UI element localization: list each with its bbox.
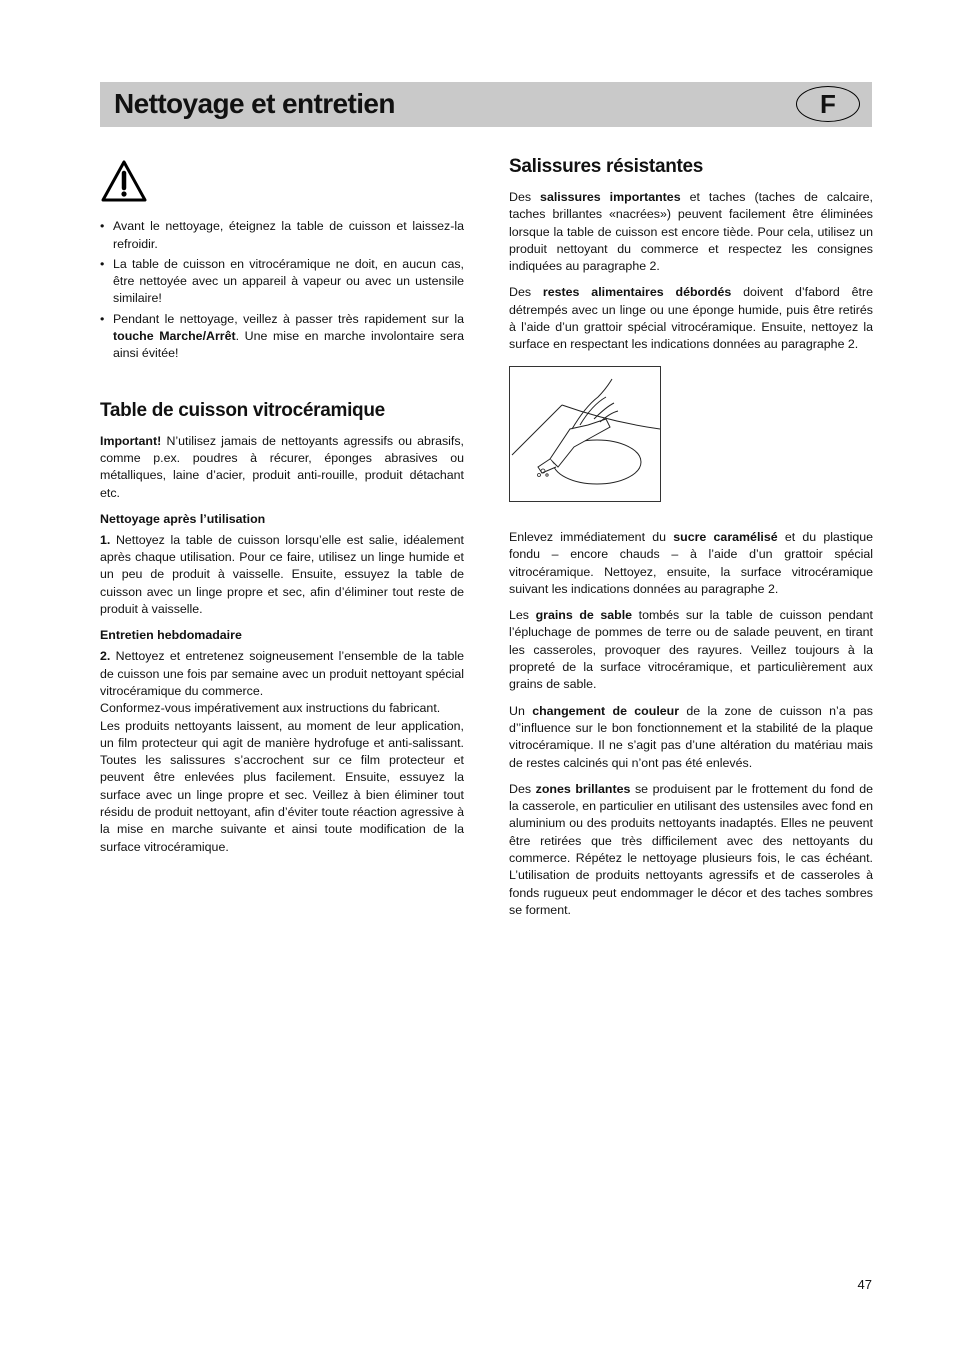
paragraph: Un changement de couleur de la zone de cuisson n’a pas d’’influence sur le bon fonctionnement et la stabilité de la plaque vitrocéramique. Il ne s’agit pas d’une altération du matériau mais de restes calcinés qui n’ont pas été enlevés. bbox=[509, 703, 873, 770]
warning-text: Avant le nettoyage, éteignez la table de cuisson et laissez-la refroidir. bbox=[113, 219, 464, 251]
bold-term: sucre caramélisé bbox=[673, 529, 778, 544]
paragraph: Conformez-vous impérativement aux instructions du fabricant. bbox=[100, 701, 441, 716]
bold-term: changement de couleur bbox=[532, 703, 680, 718]
bold-term: zones brillantes bbox=[535, 781, 631, 796]
subsection-heading: Entretien hebdomadaire bbox=[100, 628, 242, 643]
paragraph: Enlevez immédiatement du sucre caramélisé et du plastique fondu – encore chauds – à l’aide d’un grattoir spécial vitrocéramique. Nettoyez, ensuite, la surface vitrocéramique suivant les indications données au paragraphe 2. bbox=[509, 529, 873, 596]
section-vitroceramic bbox=[100, 399, 464, 856]
page-title: Nettoyage et entretien bbox=[114, 88, 395, 119]
list-item bbox=[100, 311, 464, 363]
section-header bbox=[100, 82, 872, 127]
bold-term: grains de sable bbox=[535, 608, 633, 623]
warning-text: Pendant le nettoyage, veillez à passer très rapidement sur la touche Marche/Arrêt. Une mise en marche involontaire sera ainsi évitée! bbox=[113, 311, 465, 361]
important-label: Important! bbox=[100, 433, 162, 448]
bold-term: salissures importantes bbox=[540, 190, 681, 204]
bold-term: touche Marche/Arrêt bbox=[113, 329, 236, 344]
important-note: Important! N’utilisez jamais de nettoyants agressifs ou abrasifs, comme p.ex. poudres à récurer, éponges abrasives ou métalliques, laine d’acier, produit anti-rouille, produit détachant etc. bbox=[100, 433, 464, 500]
paragraph: Les produits nettoyants laissent, au moment de leur application, un film protecteur qui agit de manière hydrofuge et anti-salissant. Toutes les salissures s’accrochent sur ce film protecteur et peuvent être enlevées plus facilement. Ensuite, essuyez la surface avec un linge propre et sec. Veillez à bien éliminer tout résidu de produit nettoyant, afin d’éviter toute réaction agressive à la mise en marche suivante et ainsi toute modification de la surface vitrocéramique. bbox=[100, 718, 464, 854]
left-column bbox=[100, 150, 464, 860]
page-number: 47 bbox=[857, 1277, 872, 1292]
list-item bbox=[100, 218, 464, 253]
bullet: • bbox=[100, 256, 105, 271]
section-heading: Table de cuisson vitrocéramique bbox=[100, 399, 385, 421]
bullet: • bbox=[100, 311, 105, 326]
section-heading: Salissures résistantes bbox=[509, 156, 704, 177]
paragraph: 2. Nettoyez et entretenez soigneusement l’ensemble de la table de cuisson une fois par semaine avec un produit nettoyant spécial vitrocéramique du commerce. bbox=[100, 649, 464, 698]
warning-text: La table de cuisson en vitrocéramique ne doit, en aucun cas, être nettoyée avec un appareil à vapeur ou avec un ustensile similaire! bbox=[113, 256, 464, 306]
step-number: 2. bbox=[100, 649, 111, 664]
warning-triangle-icon bbox=[100, 159, 148, 203]
step-number: 1. bbox=[100, 532, 111, 547]
bold-term: restes alimentaires débordés bbox=[542, 285, 732, 300]
scraper-illustration bbox=[509, 366, 661, 502]
bullet: • bbox=[100, 219, 105, 234]
subsection-heading: Nettoyage après l’utilisation bbox=[100, 511, 266, 526]
language-badge: F bbox=[796, 86, 860, 122]
paragraph: Des zones brillantes se produisent par le frottement du fond de la casserole, en particulier en utilisant des ustensiles avec fond en aluminium ou des produits nettoyants inadaptés. Elles ne peuvent être retirées que très difficilement avec des nettoyants du commerce. Répétez le nettoyage plusieurs fois, le cas échéant. L’utilisation de produits nettoyants agressifs et de casseroles à fonds rugueux peut endommager le décor et des taches sombres se forment. bbox=[509, 781, 873, 917]
paragraph: Des restes alimentaires débordés doivent d’fabord être détrempés avec un linge ou une éponge humide, puis être retirés à l’aide d’un grattoir spécial vitrocéramique. Ensuite, nettoyez la surface en respectant les indications données au paragraphe 2. bbox=[509, 285, 873, 352]
list-item bbox=[100, 256, 464, 308]
paragraph: 1. Nettoyez la table de cuisson lorsqu’elle est salie, idéalement après chaque utilisation. Pour ce faire, utilisez un linge humide et un peu de produit à vaisselle. Ensuite, essuyez la table de cuisson avec un linge propre et sec, afin d’éliminer tout reste de produit à vaisselle. bbox=[100, 532, 464, 617]
right-column bbox=[509, 155, 873, 928]
paragraph: Des salissures importantes et taches (taches de calcaire, taches brillantes «nacrées») peuvent facilement être éliminées lorsque la table de cuisson est encore tiède. Pour cela, utilisez un produit nettoyant du commerce et respectez les consignes indiquées au paragraphe 2. bbox=[509, 190, 874, 274]
safety-warnings-list bbox=[100, 218, 464, 362]
paragraph: Les grains de sable tombés sur la table de cuisson pendant l’épluchage de pommes de terre ou de salade peuvent, en tirant les casseroles, provoquer des rayures. Veillez toujours à la propreté de la surface vitrocéramique, et particulièrement aux grains de sable. bbox=[509, 608, 874, 692]
